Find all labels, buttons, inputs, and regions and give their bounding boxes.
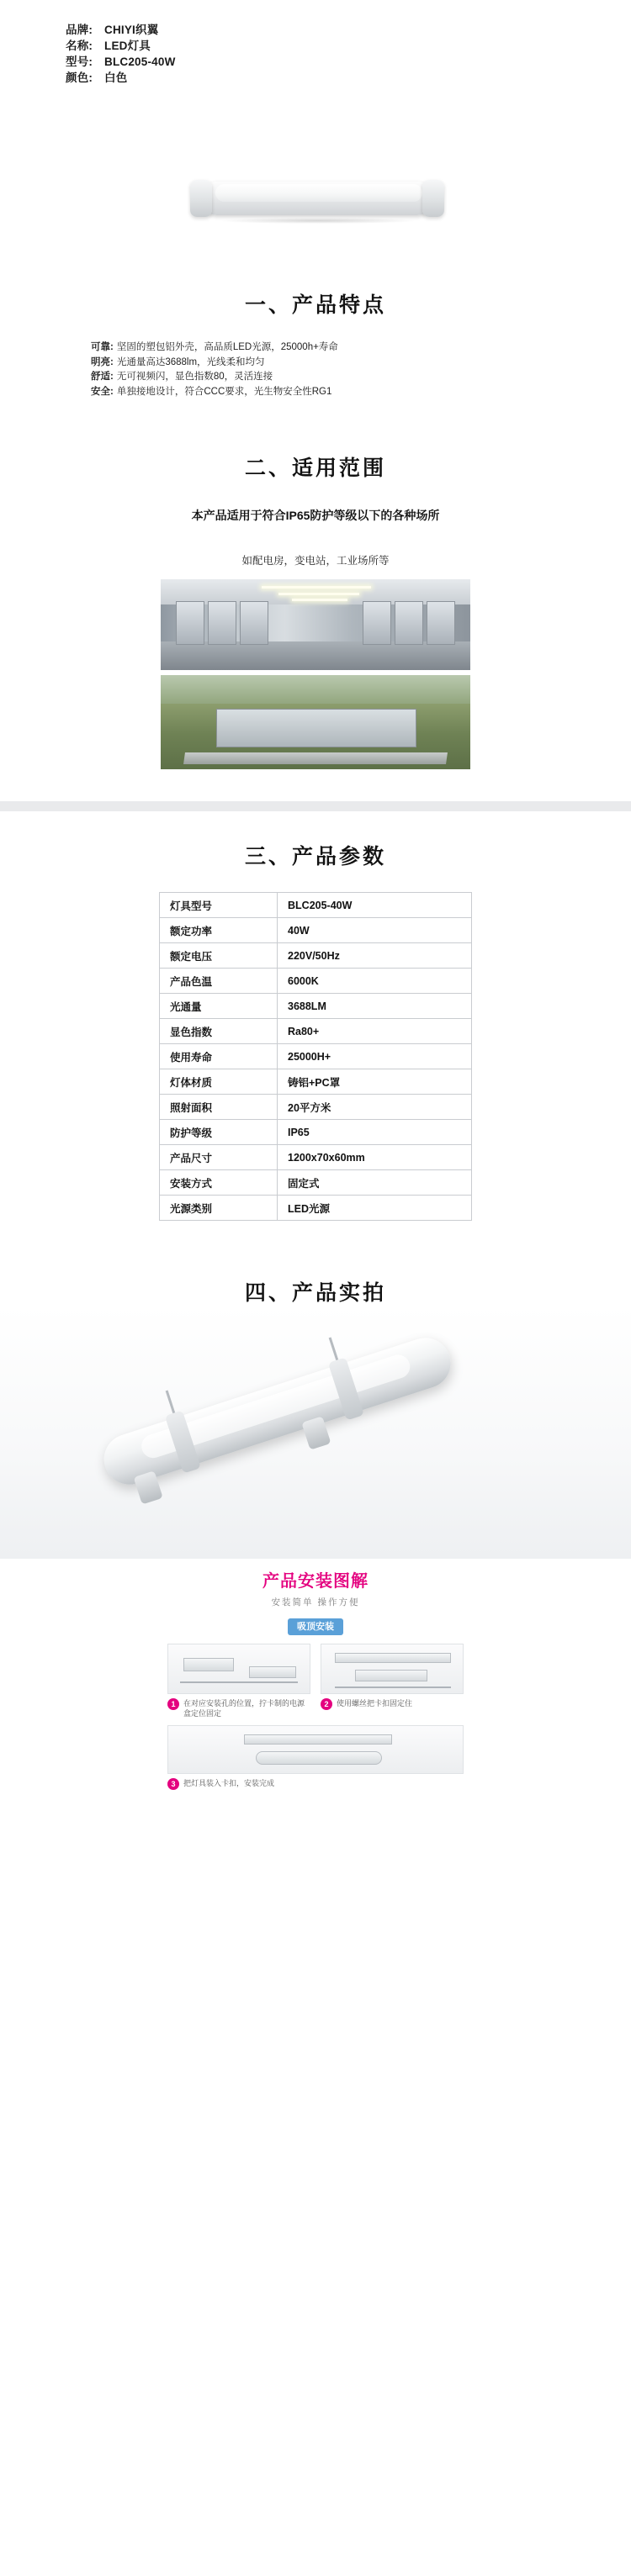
table-row <box>160 1044 472 1069</box>
param-value: 6000K <box>278 969 472 994</box>
switch-cabinet <box>427 601 455 645</box>
scope-sub-text: 如配电房，变电站，工业场所等 <box>241 555 390 567</box>
bracket-part <box>249 1666 296 1678</box>
param-value: Ra80+ <box>278 1019 472 1044</box>
section-title-parameters: 三、产品参数 <box>244 845 386 868</box>
product-spec-header <box>0 0 631 86</box>
param-name: 灯体材质 <box>160 1069 278 1095</box>
lamp-part <box>256 1751 382 1765</box>
feature-item <box>91 385 631 400</box>
ceiling-part <box>335 1653 451 1663</box>
spec-label-name: 名称: <box>66 40 93 52</box>
feature-key: 舒适: <box>91 372 114 382</box>
param-name: 灯具型号 <box>160 893 278 918</box>
param-value: 40W <box>278 918 472 943</box>
spec-row-brand <box>66 22 631 38</box>
section-title-realshot: 四、产品实拍 <box>244 1281 386 1305</box>
switch-cabinet <box>176 601 204 645</box>
param-name: 产品尺寸 <box>160 1145 278 1170</box>
param-name: 额定功率 <box>160 918 278 943</box>
guide-step <box>167 1644 310 1718</box>
table-row <box>160 1196 472 1221</box>
ceiling-part <box>244 1734 392 1745</box>
feature-item <box>91 356 631 371</box>
ceiling-light <box>292 599 347 601</box>
yard-road <box>183 752 448 764</box>
spec-value-color: 白色 <box>104 71 128 84</box>
lamp-end-cap-left <box>190 180 212 217</box>
step-number: 3 <box>167 1778 179 1790</box>
switch-cabinet <box>395 601 423 645</box>
guide-step <box>321 1644 464 1718</box>
section-divider <box>0 801 631 811</box>
step-text: 在对应安装孔的位置，拧卡制的电源盒定位固定 <box>183 1699 305 1718</box>
param-name: 额定电压 <box>160 943 278 969</box>
table-row <box>160 1145 472 1170</box>
table-row <box>160 943 472 969</box>
param-value: 铸铝+PC罩 <box>278 1069 472 1095</box>
guide-steps <box>167 1644 464 1790</box>
feature-text: 无可视频闪，显色指数80，灵活连接 <box>116 372 273 382</box>
realshot-image <box>0 1306 631 1559</box>
param-name: 显色指数 <box>160 1019 278 1044</box>
lamp-diffuser <box>215 184 422 202</box>
param-value: 220V/50Hz <box>278 943 472 969</box>
table-row <box>160 1069 472 1095</box>
switch-cabinet <box>363 601 391 645</box>
spec-label-color: 颜色: <box>66 71 93 84</box>
section-title-features: 一、产品特点 <box>244 293 386 317</box>
scope-lead-text: 本产品适用于符合IP65防护等级以下的各种场所 <box>191 509 440 522</box>
param-name: 防护等级 <box>160 1120 278 1145</box>
substation-structure <box>216 709 416 747</box>
yard-sky <box>161 675 470 704</box>
param-name: 光通量 <box>160 994 278 1019</box>
ceiling-light <box>278 593 359 595</box>
bracket-part <box>183 1658 234 1671</box>
guide-step <box>167 1725 464 1790</box>
spec-value-brand: CHIYI织翼 <box>104 24 159 36</box>
table-row <box>160 994 472 1019</box>
switch-cabinet <box>240 601 268 645</box>
hero-product-image <box>0 86 631 267</box>
bracket-part <box>355 1670 427 1681</box>
switch-cabinet <box>208 601 236 645</box>
step-illustration <box>167 1644 310 1694</box>
param-name: 使用寿命 <box>160 1044 278 1069</box>
feature-key: 可靠: <box>91 342 114 352</box>
param-name: 照射面积 <box>160 1095 278 1120</box>
param-name: 产品色温 <box>160 969 278 994</box>
spec-label-model: 型号: <box>66 55 93 68</box>
feature-text: 单独接地设计，符合CCC要求，光生物安全性RG1 <box>116 386 332 397</box>
spec-value-name: LED灯具 <box>104 40 151 52</box>
step-illustration <box>321 1644 464 1694</box>
param-name: 安装方式 <box>160 1170 278 1196</box>
spec-row-color <box>66 70 631 86</box>
feature-text: 光通量高达3688lm，光线柔和均匀 <box>116 356 265 367</box>
guide-subtitle: 安装简单 操作方便 <box>271 1597 360 1607</box>
step-number: 2 <box>321 1698 332 1710</box>
section-title-scope: 二、适用范围 <box>244 457 386 480</box>
table-row <box>160 1170 472 1196</box>
param-value: 固定式 <box>278 1170 472 1196</box>
table-row <box>160 893 472 918</box>
spec-row-model <box>66 54 631 70</box>
parameter-table <box>159 892 472 1221</box>
step-number: 1 <box>167 1698 179 1710</box>
feature-item <box>91 370 631 385</box>
param-value: BLC205-40W <box>278 893 472 918</box>
param-value: 25000H+ <box>278 1044 472 1069</box>
feature-list <box>0 340 631 399</box>
room-floor <box>161 641 470 670</box>
table-row <box>160 1019 472 1044</box>
step-text: 使用螺丝把卡扣固定住 <box>337 1699 413 1708</box>
lamp-shadow <box>220 218 416 224</box>
param-value: 1200x70x60mm <box>278 1145 472 1170</box>
photo-switchgear-room <box>161 579 470 670</box>
lamp-illustration <box>187 177 448 220</box>
feature-key: 明亮: <box>91 356 114 367</box>
param-value: 20平方米 <box>278 1095 472 1120</box>
realshot-lamp <box>88 1304 471 1536</box>
table-row <box>160 969 472 994</box>
param-value: IP65 <box>278 1120 472 1145</box>
step-text: 把灯具装入卡扣，安装完成 <box>183 1779 275 1787</box>
guide-line <box>180 1681 298 1683</box>
param-value: LED光源 <box>278 1196 472 1221</box>
feature-text: 坚固的塑包铝外壳，高品质LED光源，25000h+寿命 <box>116 342 338 352</box>
spec-label-brand: 品牌: <box>66 24 93 36</box>
guide-line <box>335 1687 451 1688</box>
lamp-end-cap-right <box>422 180 444 217</box>
step-illustration <box>167 1725 464 1774</box>
table-row <box>160 918 472 943</box>
guide-tag-ceiling-mount: 吸顶安装 <box>288 1618 343 1635</box>
table-row <box>160 1120 472 1145</box>
param-name: 光源类别 <box>160 1196 278 1221</box>
param-value: 3688LM <box>278 994 472 1019</box>
ceiling-light <box>262 586 371 589</box>
install-guide-card <box>0 1559 631 1812</box>
table-row <box>160 1095 472 1120</box>
spec-row-name <box>66 38 631 54</box>
photo-substation-yard <box>161 675 470 769</box>
guide-title: 产品安装图解 <box>262 1572 369 1591</box>
feature-key: 安全: <box>91 386 114 397</box>
feature-item <box>91 340 631 356</box>
spec-value-model: BLC205-40W <box>104 55 176 68</box>
